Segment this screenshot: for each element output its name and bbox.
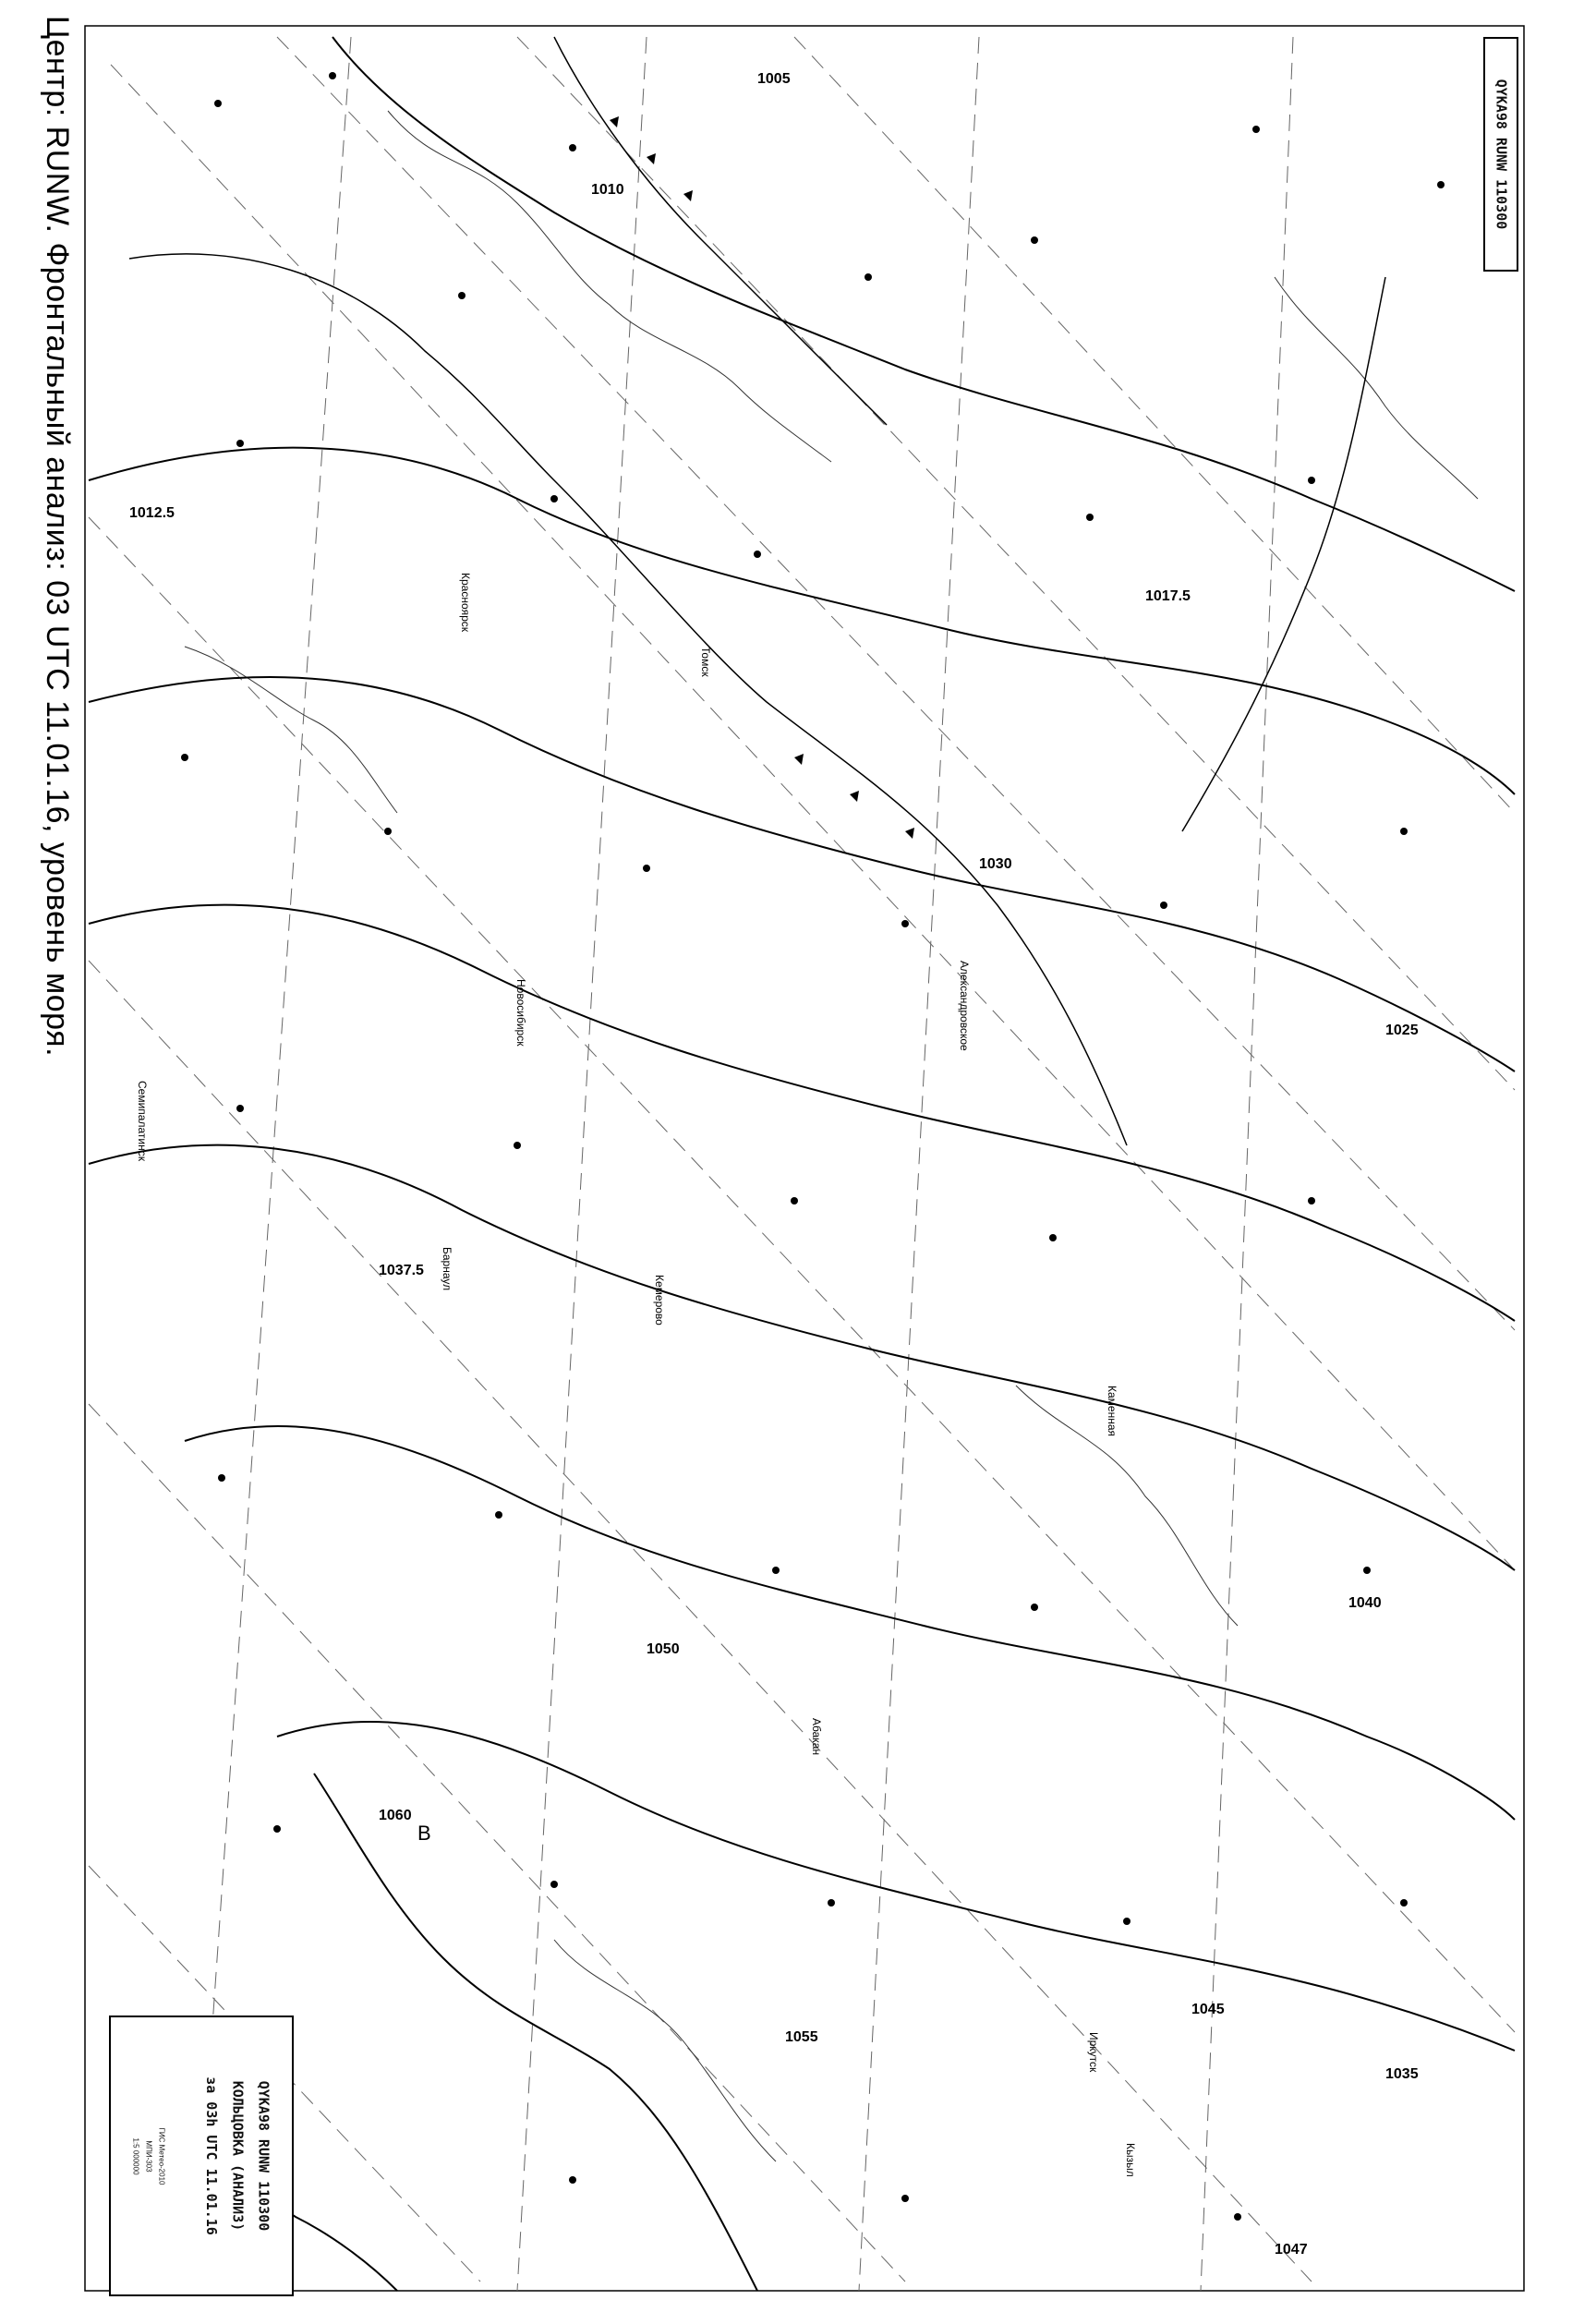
place-name: Иркутск [1087,2032,1100,2073]
isobar-label: 1045 [1191,2002,1225,2017]
stamp-software: ГИС Метео-2010 [157,2127,166,2185]
isobar-label: 1005 [757,71,791,87]
isobar-label: 1035 [1385,2066,1419,2082]
place-name: Красноярск [459,573,472,633]
isobar-label: 1012.5 [129,505,175,521]
high-pressure-center [417,1822,431,1845]
isobar-label: 1030 [979,856,1012,872]
isobar-label: 1037.5 [379,1263,424,1278]
isobar-label: 1055 [785,2029,818,2045]
product-code-box [1483,37,1518,272]
isobar-label: 1010 [591,182,624,198]
map-title [20,15,94,1057]
place-name: Новосибирск [514,979,527,1047]
isobar-label: 1060 [379,1808,412,1823]
place-name: Кызыл [1124,2143,1137,2177]
place-name: Александровское [958,961,971,1051]
place-name: Абакан [810,1718,823,1756]
stamp-scale: 1:5 000000 [131,2137,140,2175]
place-name: Семипалатинск [136,1081,149,1161]
place-name: Барнаул [441,1247,453,1291]
stamp-projection: МПИ-303 [144,2139,153,2173]
product-code-text: QYKA98 RUNW 110300 [1493,79,1509,230]
stamp-station: КОЛЬЦОВКА (АНАЛИЗ) [229,2080,246,2232]
isobar-label: 1050 [647,1641,680,1657]
high-pressure-label: В [417,1822,431,1845]
map-stamp [109,2016,294,2296]
place-name: Кемерово [653,1275,666,1326]
stamp-code: QYKA98 RUNW 110300 [255,2080,272,2232]
place-name: Томск [699,647,712,677]
map-title-text: Центр: RUNW. Фронтальный анализ: 03 UTC 11.01.16, уровень моря. [40,15,76,1057]
isobar-label: 1040 [1348,1595,1382,1611]
isobar-label: 1017.5 [1145,588,1191,604]
isobar-label: 1025 [1385,1023,1419,1038]
place-name: Каменная [1106,1386,1118,1437]
isobar-label: 1047 [1275,2242,1308,2258]
stamp-time: за 03h UTC 11.01.16 [203,2076,220,2235]
